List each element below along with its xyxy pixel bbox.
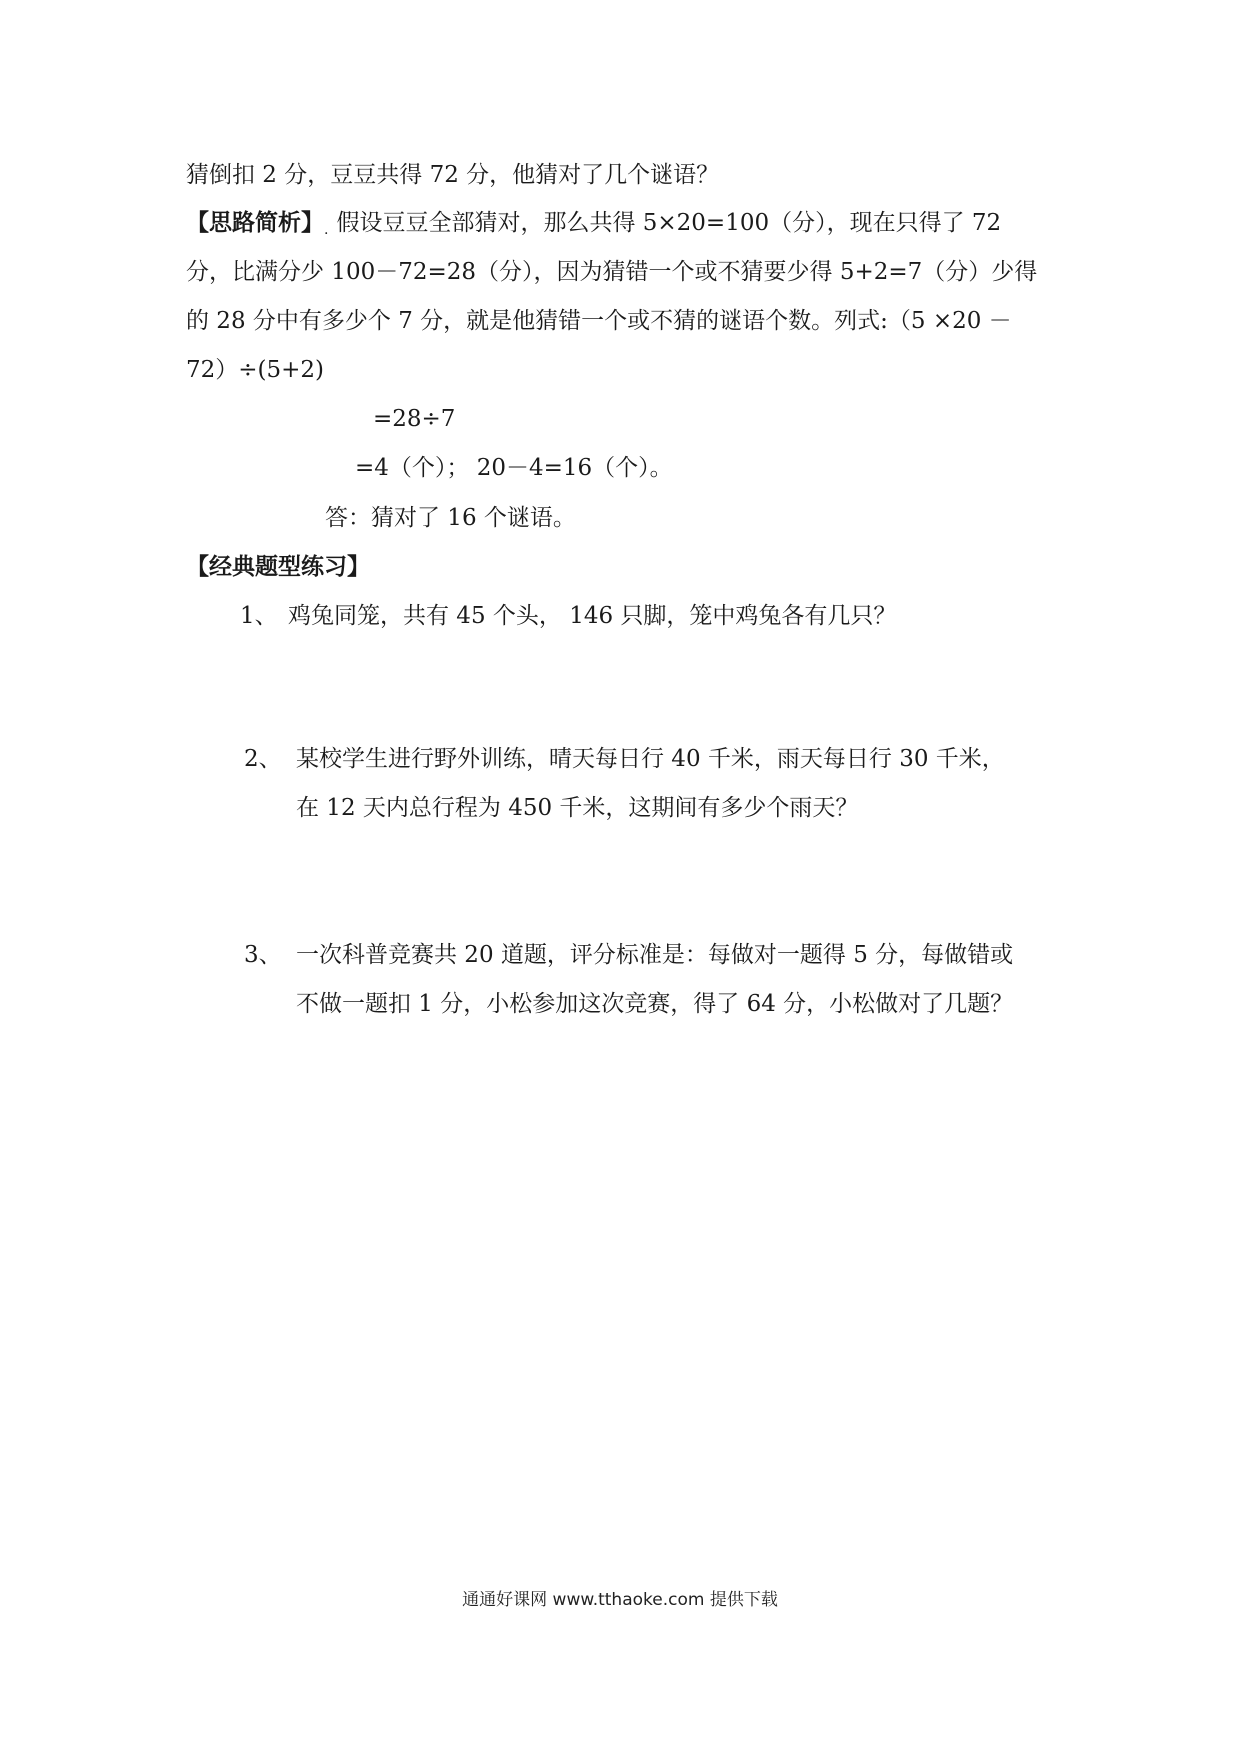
example-continuation: 猜倒扣 2 分，豆豆共得 72 分，他猜对了几个谜语？ <box>186 162 720 188</box>
practice-heading: 【经典题型练习】 <box>186 554 370 580</box>
problem-3-line-2: 不做一题扣 1 分，小松参加这次竞赛，得了 64 分，小松做对了几题？ <box>296 991 1014 1017</box>
calc-step-1: =28÷7 <box>373 406 456 432</box>
problem-2-line-1: 某校学生进行野外训练，晴天每日行 40 千米，雨天每日行 30 千米， <box>296 746 1005 772</box>
answer-line: 答：猜对了 16 个谜语。 <box>325 505 576 531</box>
analysis-heading: 【思路简析】 <box>186 210 324 236</box>
footer-credit: 通通好课网 www.tthaoke.com 提供下载 <box>462 1590 778 1610</box>
problem-1-text: 鸡兔同笼，共有 45 个头， 146 只脚，笼中鸡兔各有几只？ <box>288 603 897 629</box>
analysis-marker: . <box>324 222 329 238</box>
problem-3-number: 3、 <box>244 942 282 968</box>
problem-1-number: 1、 <box>240 603 278 629</box>
analysis-line-1 <box>186 208 1001 245</box>
problem-3-line-1: 一次科普竞赛共 20 道题，评分标准是：每做对一题得 5 分，每做错或 <box>296 942 1014 968</box>
analysis-line-2: 分，比满分少 100－72=28（分），因为猜错一个或不猜要少得 5+2=7（分）少得 <box>186 259 1038 285</box>
problem-2-number: 2、 <box>244 746 282 772</box>
calc-step-2: =4（个）； 20－4=16（个）。 <box>355 455 673 481</box>
problem-2-line-2: 在 12 天内总行程为 450 千米，这期间有多少个雨天？ <box>296 795 859 821</box>
analysis-line-4: 72）÷(5+2) <box>186 357 325 383</box>
analysis-line-3: 的 28 分中有多少个 7 分，就是他猜错一个或不猜的谜语个数。列式:（5 ×20 － <box>186 308 1012 334</box>
analysis-line-1-text: 假设豆豆全部猜对，那么共得 5×20=100（分），现在只得了 72 <box>336 210 1002 236</box>
